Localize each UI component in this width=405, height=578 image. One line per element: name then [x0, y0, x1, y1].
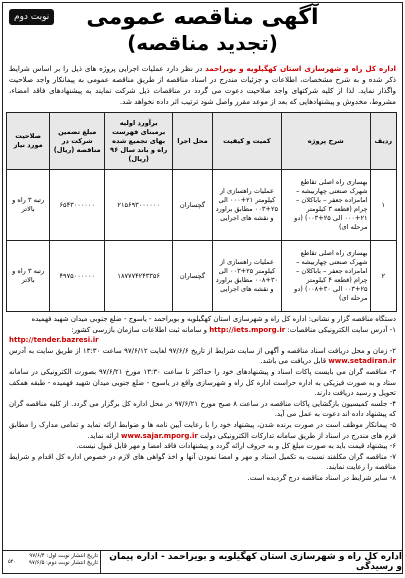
note-item: ۸- سایر شرایط در اسناد مناقصه درج گردیده است.	[247, 473, 396, 482]
cell-row-number: ۲	[370, 241, 396, 312]
header-row-number: ردیف	[370, 113, 396, 170]
note-link[interactable]: http://tender.bazresi.ir	[9, 336, 99, 345]
note-item	[9, 335, 396, 346]
table-row	[7, 170, 397, 241]
header-qualification: صلاحیت مورد نیاز	[7, 113, 50, 170]
cell-estimate: ۲۱۵۶۹۳۰۰۰۰۰۰	[105, 170, 173, 241]
header-project: شرح پروژه	[282, 113, 371, 170]
cell-guarantee: ۶۵۴۳۰۰۰۰۰۰	[50, 170, 105, 241]
notice-title: آگهی مناقصه عمومی	[86, 5, 319, 30]
note-link[interactable]: www.sajar.mporg.ir	[121, 431, 198, 440]
projects-table	[6, 112, 397, 312]
cell-guarantee: ۴۹۷۵۰۰۰۰۰۰	[50, 241, 105, 312]
notice-subtitle: (تجدید مناقصه)	[127, 31, 278, 55]
note-item: ۳- مناقصه گران می بایست پاکات اسناد و پیشنهادهای خود را حداکثر تا ساعت ۱۳:۳۰ مورخ ۹۷/۶/۲۱ بصورت الکترونیکی در سامانه ستاد و به صورت فیزیکی به اداره حراست اداره کل راه و شهرسازی واقع در یاسوج - ضلع جنوبی میدان شهید فهمیده - طبقه همکف تحویل و رسید دریافت دارند.	[9, 367, 396, 398]
tender-notice	[2, 2, 403, 574]
header-location: محل اجرا	[173, 113, 213, 170]
notice-header	[3, 3, 402, 61]
table-row	[7, 241, 397, 312]
intro-lead: اداره کل راه و شهرسازی استان کهگیلویه و بویراحمد	[205, 64, 396, 73]
cell-quantity: عملیات راهسازی از کیلومتر ۲۱+۰۰۰ الی ۲۵+۰۰۳ مطابق براورد و نقشه های اجرایی	[212, 170, 281, 241]
footer-publication-dates: تاریخ انتشار نوبت اول: ۹۷/۶/۴ تاریخ انتشار نوبت دوم: ۹۷/۶/۵	[21, 551, 101, 573]
header-guarantee: مبلغ تضمین شرکت در مناقصه (ریال)	[50, 113, 105, 170]
cell-qualification: رتبه ۳ راه و بالاتر	[7, 170, 50, 241]
note-item: ۶- پیشنهاد قیمت باید به صورت مبلغ کل و به حروف ارائه گردد و پیشنهادات فاقد امضا و مهر قابل قبول نیست.	[76, 442, 396, 451]
cell-row-number: ۱	[370, 170, 396, 241]
round-badge: نوبت دوم	[9, 9, 54, 25]
cell-qualification: رتبه ۳ راه و بالاتر	[7, 241, 50, 312]
cell-project: بهسازی راه اصلی تقاطع شهرک صنعتی چهاربیشه – امامزاده جعفر – باباکلان – چرام (قطعه ۴ کیلومتر ۲۵+۰۰۳ الی ۳۰+۰۰۸) (دو مرحله ای)	[282, 241, 371, 312]
note-item: دستگاه مناقصه گزار و نشانی: اداره کل راه و شهرسازی استان کهگیلویه و بویراحمد - یاسوج - ضلع جنوبی میدان شهید فهمیده	[31, 315, 396, 323]
cell-estimate: ۱۸۷۷۷۴۲۴۳۳۵۶	[105, 241, 173, 312]
note-item: ۷- مناقصه گران مکلفند نسبت به تکمیل اسناد و مهر و امضا نمودن آنها و اخذ گواهی های لازم در خصوص اداره کل اقدام و شرایط مناقصه را رعایت نمایند.	[9, 452, 396, 472]
cell-location: گچساران	[173, 241, 213, 312]
header-estimate: برآورد اولیه برمبنای فهرست بهای تجمیع شده راه و باند سال ۹۶ (ریال)	[105, 113, 173, 170]
intro-text: در نظر دارد عملیات اجرایی پروژه های ذیل را بر اساس شرایط ذکر شده و به شرح مشخصات، اطلاعات و جزئیات مندرج در اسناد مناقصه از طریق مناقصه عمومی به پیمانکار واجد صلاحیت واگذار نماید. لذا از کلیه شرکتهای واجد صلاحیت دعوت می گردد در مناقصات ذیل شرکت نمایند به پیشنهادهای فاقد امضاء، مشروط، مخدوش و پیشنهادهایی که بعد از موعد مقرر واصل شود ترتیب اثر داده نخواهد شد.	[9, 64, 396, 106]
cell-location: گچساران	[173, 170, 213, 241]
intro-paragraph	[3, 61, 402, 109]
note-item: ۴- جلسه کمیسیون بازگشایی پاکات مناقصه در ساعت ۸ صبح مورخ ۹۷/۶/۲۱ در محل اداره کل برگزار می گردد. از کلیه مناقصه گران که پیشنهاد داده اند دعوت به عمل می آید.	[9, 399, 397, 419]
cell-project: بهسازی راه اصلی تقاطع شهرک صنعتی چهاربیشه – امامزاده جعفر – باباکلان – چرام (قطعه ۳ کیلومتر ۲۱+۰۰۰ الی ۲۵+۰۰۳) (دو مرحله ای)	[282, 170, 371, 241]
cell-quantity: عملیات راهسازی از کیلومتر ۲۵+۰۰۳ الی ۳۰+۰۰۸ مطابق براورد و نقشه های اجرایی	[212, 241, 281, 312]
table-header-row	[7, 113, 397, 170]
notes-section	[3, 314, 402, 484]
footer-organization: اداره کل راه و شهرسازی استان کهگیلویه و بویراحمد - اداره پیمان و رسیدگی	[109, 552, 402, 572]
header-quantity: کمیت و کیفیت	[212, 113, 281, 170]
note-item: ۵- پیمانکار موظف است در صورت برنده شدن، پیشنهاد خود را با رعایت آیین نامه ها و ضوابط ارائه نماید و تمامی مدارک را مطابق فرم های مندرج در اسناد از طریق سامانه تدارکات الکترونیکی دولت www.sajar.mporg.ir ارائه نماید.	[9, 420, 396, 440]
note-item: ۱- آدرس سایت الکترونیکی مناقصات: http://iets.mporg.ir و سامانه ثبت اطلاعات سازمان بازرسی کشور:	[71, 325, 396, 334]
notice-footer	[3, 550, 402, 573]
note-link[interactable]: www.setadiran.ir	[328, 357, 396, 366]
note-link[interactable]: http://iets.mporg.ir	[209, 325, 286, 334]
footer-code: ۵۴۰	[7, 559, 17, 565]
note-item: ۲- زمان و محل دریافت اسناد مناقصه و آگهی از سایت شرایط از تاریخ ۹۷/۶/۶ لغایت ۹۷/۶/۱۲ ساعت ۱۳:۳۰ از طریق سایت به آدرس www.setadiran.ir قابل دریافت می باشد.	[9, 346, 396, 366]
